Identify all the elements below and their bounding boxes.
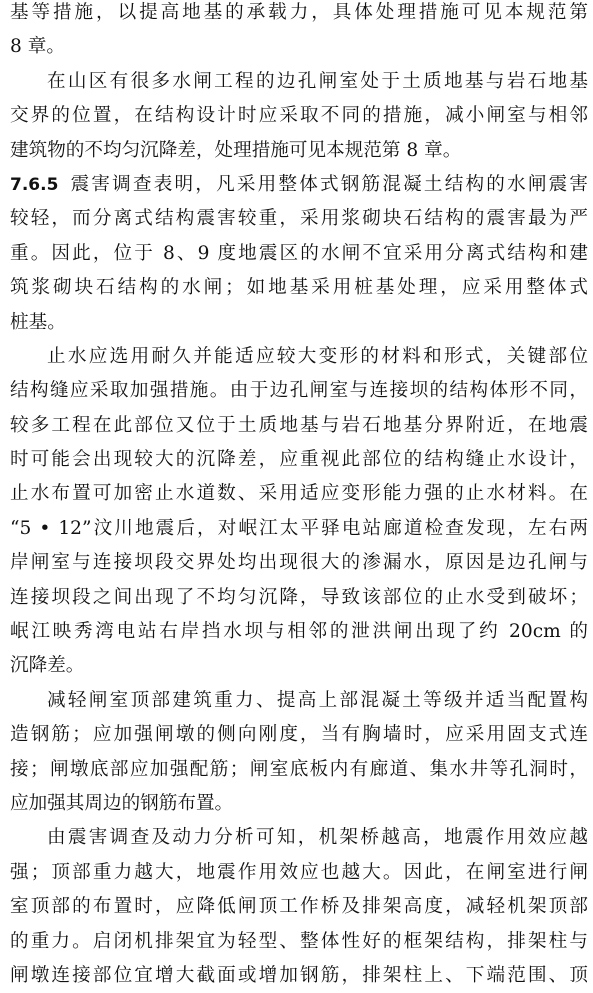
text-line: 8 章。 (10, 36, 65, 58)
text-line: “5 • 12”汶川地震后，对岷江太平驿电站廊道检查发现，左右两 (10, 517, 588, 539)
text-line: 在山区有很多水闸工程的边孔闸室处于土质地基与岩石地基 (47, 70, 588, 92)
document-page (10, 0, 588, 993)
paragraph (10, 0, 588, 65)
text-line-content: 震害调查表明，凡采用整体式钢筋混凝土结构的水闸震害 (68, 173, 588, 195)
text-line: 接；闸墩底部应加强配筋；闸室底板内有廊道、集水井等孔洞时， (10, 758, 588, 780)
paragraph (10, 340, 588, 684)
text-line: 建筑物的不均匀沉降差，处理措施可见本规范第 8 章。 (10, 139, 462, 161)
text-line: 岷江映秀湾电站右岸挡水坝与相邻的泄洪闸出现了约 20cm 的 (10, 621, 588, 643)
text-line: 闸墩连接部位宜增大截面或增加钢筋，排架柱上、下端范围、顶 (10, 964, 588, 986)
text-line: 强；顶部重力越大，地震作用效应也越大。因此，在闸室进行闸 (10, 861, 588, 883)
text-line: 重。因此，位于 8、9 度地震区的水闸不宜采用分离式结构和建 (10, 242, 588, 264)
text-line: 室顶部的布置时，应降低闸顶工作桥及排架高度，减轻机架顶部 (10, 896, 588, 918)
text-line: 止水应选用耐久并能适应较大变形的材料和形式，关键部位 (47, 345, 588, 367)
text-line: 的重力。启闭机排架宜为轻型、整体性好的框架结构，排架柱与 (10, 930, 588, 952)
text-line: 较多工程在此部位又位于土质地基与岩石地基分界附近，在地震 (10, 414, 588, 436)
text-line: 应加强其周边的钢筋布置。 (10, 792, 234, 814)
paragraph (10, 684, 588, 822)
text-line: 造钢筋；应加强闸墩的侧向刚度，当有胸墙时，应采用固支式连 (10, 724, 588, 746)
text-line: 止水布置可加密止水道数、采用适应变形能力强的止水材料。在 (10, 483, 588, 505)
text-line: 岸闸室与连接坝段交界处均出现很大的渗漏水，原因是边孔闸与 (10, 552, 588, 574)
text-line: 沉降差。 (10, 655, 85, 677)
section-number: 7.6.5 (10, 174, 59, 195)
paragraph (10, 168, 588, 340)
paragraph (10, 65, 588, 168)
text-line: 基等措施，以提高地基的承载力，具体处理措施可见本规范第 (10, 2, 588, 23)
text-line: 筑浆砌块石结构的水闸；如地基采用桩基处理，应采用整体式 (10, 277, 588, 299)
text-line: 桩基。 (10, 311, 66, 333)
text-line: 减轻闸室顶部建筑重力、提高上部混凝土等级并适当配置构 (47, 689, 588, 711)
text-line (10, 168, 588, 202)
text-line: 较轻，而分离式结构震害较重，采用浆砌块石结构的震害最为严 (10, 208, 588, 230)
text-line: 时可能会出现较大的沉降差，应重视此部位的结构缝止水设计， (10, 449, 588, 471)
text-line: 交界的位置，在结构设计时应采取不同的措施，减小闸室与相邻 (10, 105, 588, 127)
paragraph (10, 821, 588, 993)
text-line: 结构缝应采取加强措施。由于边孔闸室与连接坝的结构体形不同， (10, 380, 588, 402)
text-line: 由震害调查及动力分析可知，机架桥越高，地震作用效应越 (47, 827, 588, 849)
text-line: 连接坝段之间出现了不均匀沉降，导致该部位的止水受到破坏； (10, 586, 588, 608)
